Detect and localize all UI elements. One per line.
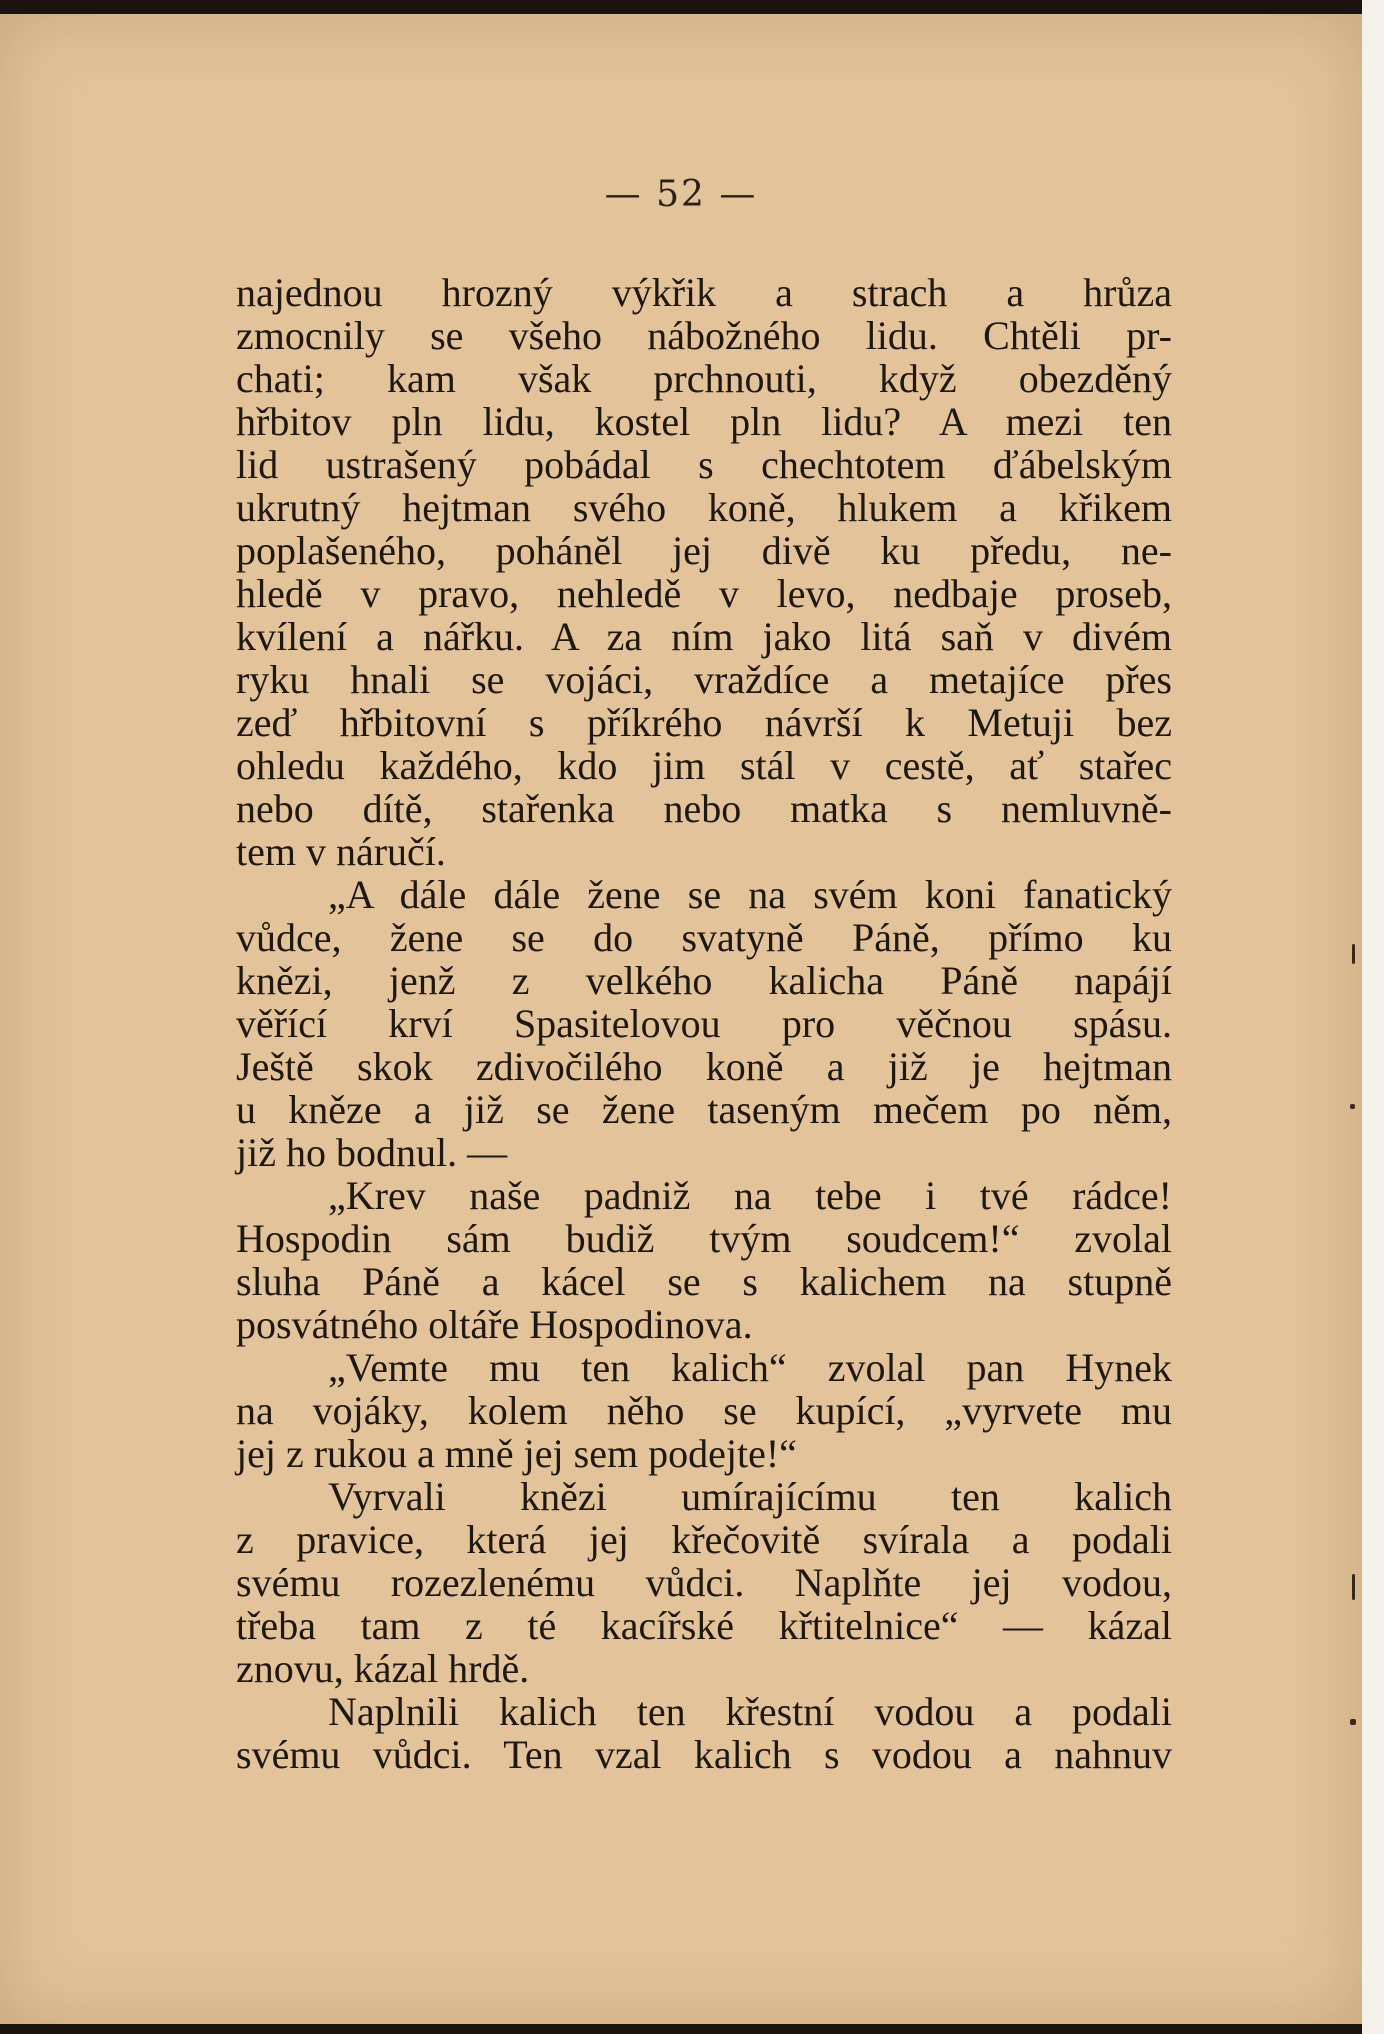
text-line: zeď hřbitovní s příkrého návrší k Metuji bez	[236, 700, 1172, 745]
text-line: najednou hrozný výkřik a strach a hrůza	[236, 270, 1172, 315]
text-line: Vyrvali knězi umírajícímu ten kalich	[328, 1474, 1172, 1519]
page-body-text	[236, 271, 1172, 1776]
text-line: ryku hnali se vojáci, vraždíce a metajíce přes	[236, 657, 1172, 702]
text-line: Naplnili kalich ten křestní vodou a podali	[328, 1689, 1172, 1734]
text-line: „Krev naše padniž na tebe i tvé rádce!	[328, 1173, 1172, 1218]
text-line: lid ustrašený pobádal s chechtotem ďábelským	[236, 442, 1172, 487]
paragraph-4	[236, 1346, 1172, 1475]
text-line: „Vemte mu ten kalich“ zvolal pan Hynek	[328, 1345, 1172, 1390]
paragraph-1	[236, 271, 1172, 873]
paragraph-5	[236, 1475, 1172, 1690]
page-edge	[1362, 0, 1384, 2034]
paper-speck	[1352, 1574, 1355, 1600]
text-line: na vojáky, kolem něho se kupící, „vyrvete mu	[236, 1388, 1172, 1433]
text-line: poplašeného, pohánĕl jej divě ku předu, ne-	[236, 528, 1172, 573]
text-line: nebo dítě, stařenka nebo matka s nemluvně-	[236, 786, 1172, 831]
paper-speck	[1350, 1104, 1355, 1109]
text-line: vůdce, žene se do svatyně Páně, přímo ku	[236, 915, 1172, 960]
paper-speck	[1350, 1719, 1356, 1725]
text-line: ukrutný hejtman svého koně, hlukem a křikem	[236, 485, 1172, 530]
text-line: třeba tam z té kacířské křtitelnice“ — kázal	[236, 1603, 1172, 1648]
paragraph-2	[236, 873, 1172, 1174]
text-line: „A dále dále žene se na svém koni fanatický	[328, 872, 1172, 917]
text-line: u kněze a již se žene taseným mečem po něm,	[236, 1087, 1172, 1132]
paper-speck	[1352, 944, 1355, 964]
text-line: z pravice, která jej křečovitě svírala a podali	[236, 1517, 1172, 1562]
text-line: hledě v pravo, nehledě v levo, nedbaje proseb,	[236, 571, 1172, 616]
book-page	[0, 14, 1362, 2024]
text-line: knězi, jenž z velkého kalicha Páně napájí	[236, 958, 1172, 1003]
paragraph-6	[236, 1690, 1172, 1776]
text-line: znovu, kázal hrdě.	[236, 1646, 530, 1691]
text-line: již ho bodnul. —	[236, 1130, 508, 1175]
text-line: tem v náručí.	[236, 829, 446, 874]
text-line: Hospodin sám budiž tvým soudcem!“ zvolal	[236, 1216, 1172, 1261]
text-line: ohledu každého, kdo jim stál v cestě, ať stařec	[236, 743, 1172, 788]
text-line: věřící krví Spasitelovou pro věčnou spásu.	[236, 1001, 1172, 1046]
paragraph-3	[236, 1174, 1172, 1346]
text-line: svému rozezlenému vůdci. Naplňte jej vodou,	[236, 1560, 1172, 1605]
text-line: hřbitov pln lidu, kostel pln lidu? A mezi ten	[236, 399, 1172, 444]
text-line: chati; kam však prchnouti, když obezděný	[236, 356, 1172, 401]
text-line: Ještě skok zdivočilého koně a již je hejtman	[236, 1044, 1172, 1089]
text-line: jej z rukou a mně jej sem podejte!“	[236, 1431, 797, 1476]
text-line: kvílení a nářku. A za ním jako litá saň v divém	[236, 614, 1172, 659]
page-number: — 52 —	[604, 174, 758, 215]
text-line: svému vůdci. Ten vzal kalich s vodou a nahnuv	[236, 1732, 1172, 1777]
text-line: posvátného oltáře Hospodinova.	[236, 1302, 753, 1347]
text-line: zmocnily se všeho nábožného lidu. Chtěli pr-	[236, 313, 1172, 358]
text-line: sluha Páně a kácel se s kalichem na stupně	[236, 1259, 1172, 1304]
